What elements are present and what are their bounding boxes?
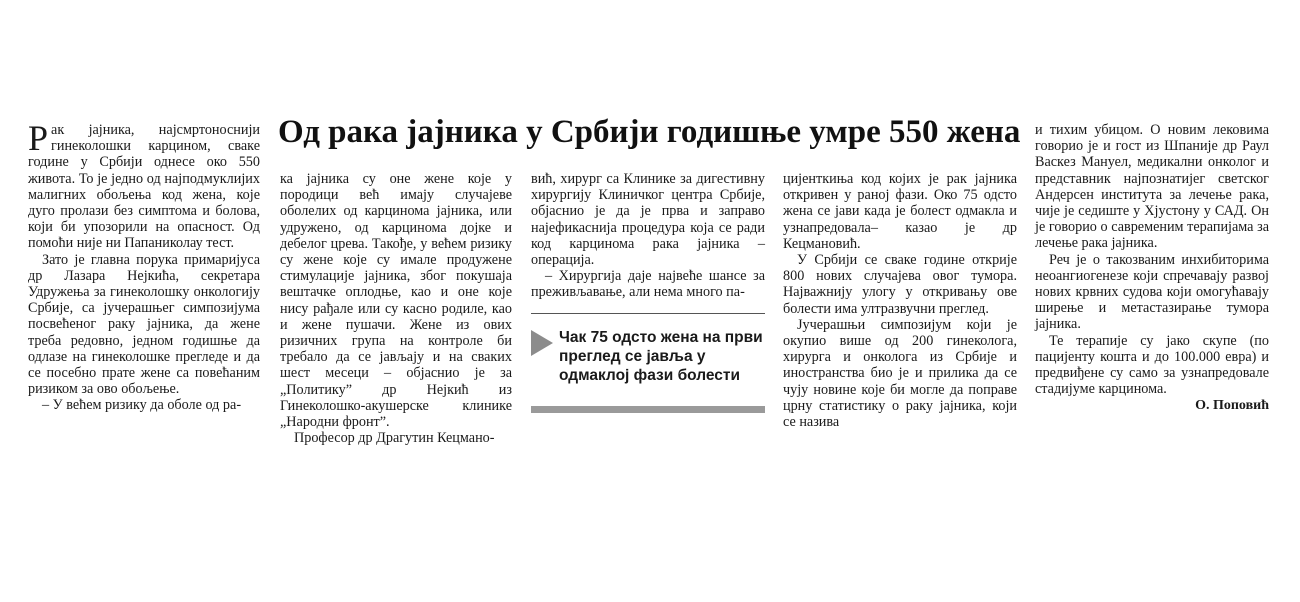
- paragraph: У Србији се сваке године открије 800 нових случајева овог тумора. Најважнију улогу у откривању ове болести има ултразвучни преглед.: [783, 252, 1017, 317]
- triangle-arrow-icon: [531, 330, 553, 356]
- article-column-4: [783, 171, 1017, 430]
- pull-quote-text: Чак 75 одсто жена на први преглед се јавља у одмаклој фази болести: [559, 329, 763, 384]
- paragraph: – Хирургија даје највеће шансе за преживљавање, али нема много па-: [531, 268, 765, 301]
- drop-cap: Р: [28, 118, 49, 158]
- article-column-1: [28, 118, 260, 414]
- paragraph: Зато је главна порука примаријуса др Лазара Нејкића, секретара Удружења за гинеколошку онкологију Србије, са јучерашњег симпозијума посвећеног раку јајника, да жене треба редовно, једном годишње да одлазе на гинеколошке прегледе и да се посебно прате жене са повећаним ризиком за ово обољење.: [28, 251, 260, 398]
- paragraph: цијенткиња код којих је рак јајника откривен у раној фази. Око 75 одсто жена се јави када је болест одмакла и узнапредовала– казао је др Кецмановић.: [783, 171, 1017, 252]
- paragraph: – У већем ризику да оболе од ра-: [42, 397, 242, 414]
- author-byline: О. Поповић: [1195, 398, 1269, 414]
- paragraph: вић, хирург са Клинике за дигестивну хирургију Клиничког центра Србије, објаснио је да је прва и заправо најефикаснија процедура која се ради код карцинома рака јајника – операција.: [531, 171, 765, 269]
- paragraph: Јучерашњи симпозијум који је окупио више од 200 гинеколога, хирурга и онколога из Србије и иностранства био је и прилика да се чују новине које би могле да поправе црну статистику о раку јајника, који се назива: [783, 316, 1017, 431]
- paragraph: Реч је о такозваним инхибиторима неоангиогенезе који спречавају развој нових крвних судова који омогућавају ширење и метастазирање тумора јајника.: [1035, 251, 1269, 333]
- paragraph: Професор др Драгутин Кецмано-: [294, 430, 495, 447]
- article-column-3: [531, 171, 765, 301]
- pull-quote: [531, 313, 765, 413]
- article-headline: Од рака јајника у Србији годишње умре 550 жена: [278, 114, 1021, 150]
- article-column-5: [1035, 122, 1269, 415]
- paragraph: Те терапије су јако скупе (по пацијенту кошта и до 100.000 евра) и предвиђене су само за узнапредовале стадијуме карцинома.: [1035, 332, 1269, 398]
- paragraph: [28, 118, 260, 252]
- paragraph-text: ак јајника, најсмртоноснији гинеколошки карцином, сваке године у Србији однесе око 550 живота. То је једно од најподмуклијих малигних обољења код жена, које дуго пролази без симптома и болова, који би упозорили на опасност. Од помоћи није ни Папаниколау тест.: [28, 122, 260, 252]
- paragraph: и тихим убицом. О новим лековима говорио је и гост из Шпаније др Раул Васкез Мануел, медикални онколог и представник најпознатијег светског Андерсен института за лечење рака, чије је седиште у Хјустону у САД. Он је говорио о савременим терапијама за лечење рака јајника.: [1035, 122, 1269, 252]
- article-column-2: [280, 171, 512, 446]
- paragraph: ка јајника су оне жене које у породици већ имају случајеве оболелих од карцинома јајника, или удружено, од карцинома дојке и дебелог црева. Такође, у већем ризику су жене које су имале продужене стимулације јајника, због покушаја вештачке оплодње, као и оне које нису рађале или су касно родиле, као и жене пушачи. Жене из ових ризичних група на контроле би требало да се јављају и на сваких шест месеци – објаснио је за „Политику” др Нејкић из Гинеколошко-акушерске клинике „Народни фронт”.: [280, 171, 512, 431]
